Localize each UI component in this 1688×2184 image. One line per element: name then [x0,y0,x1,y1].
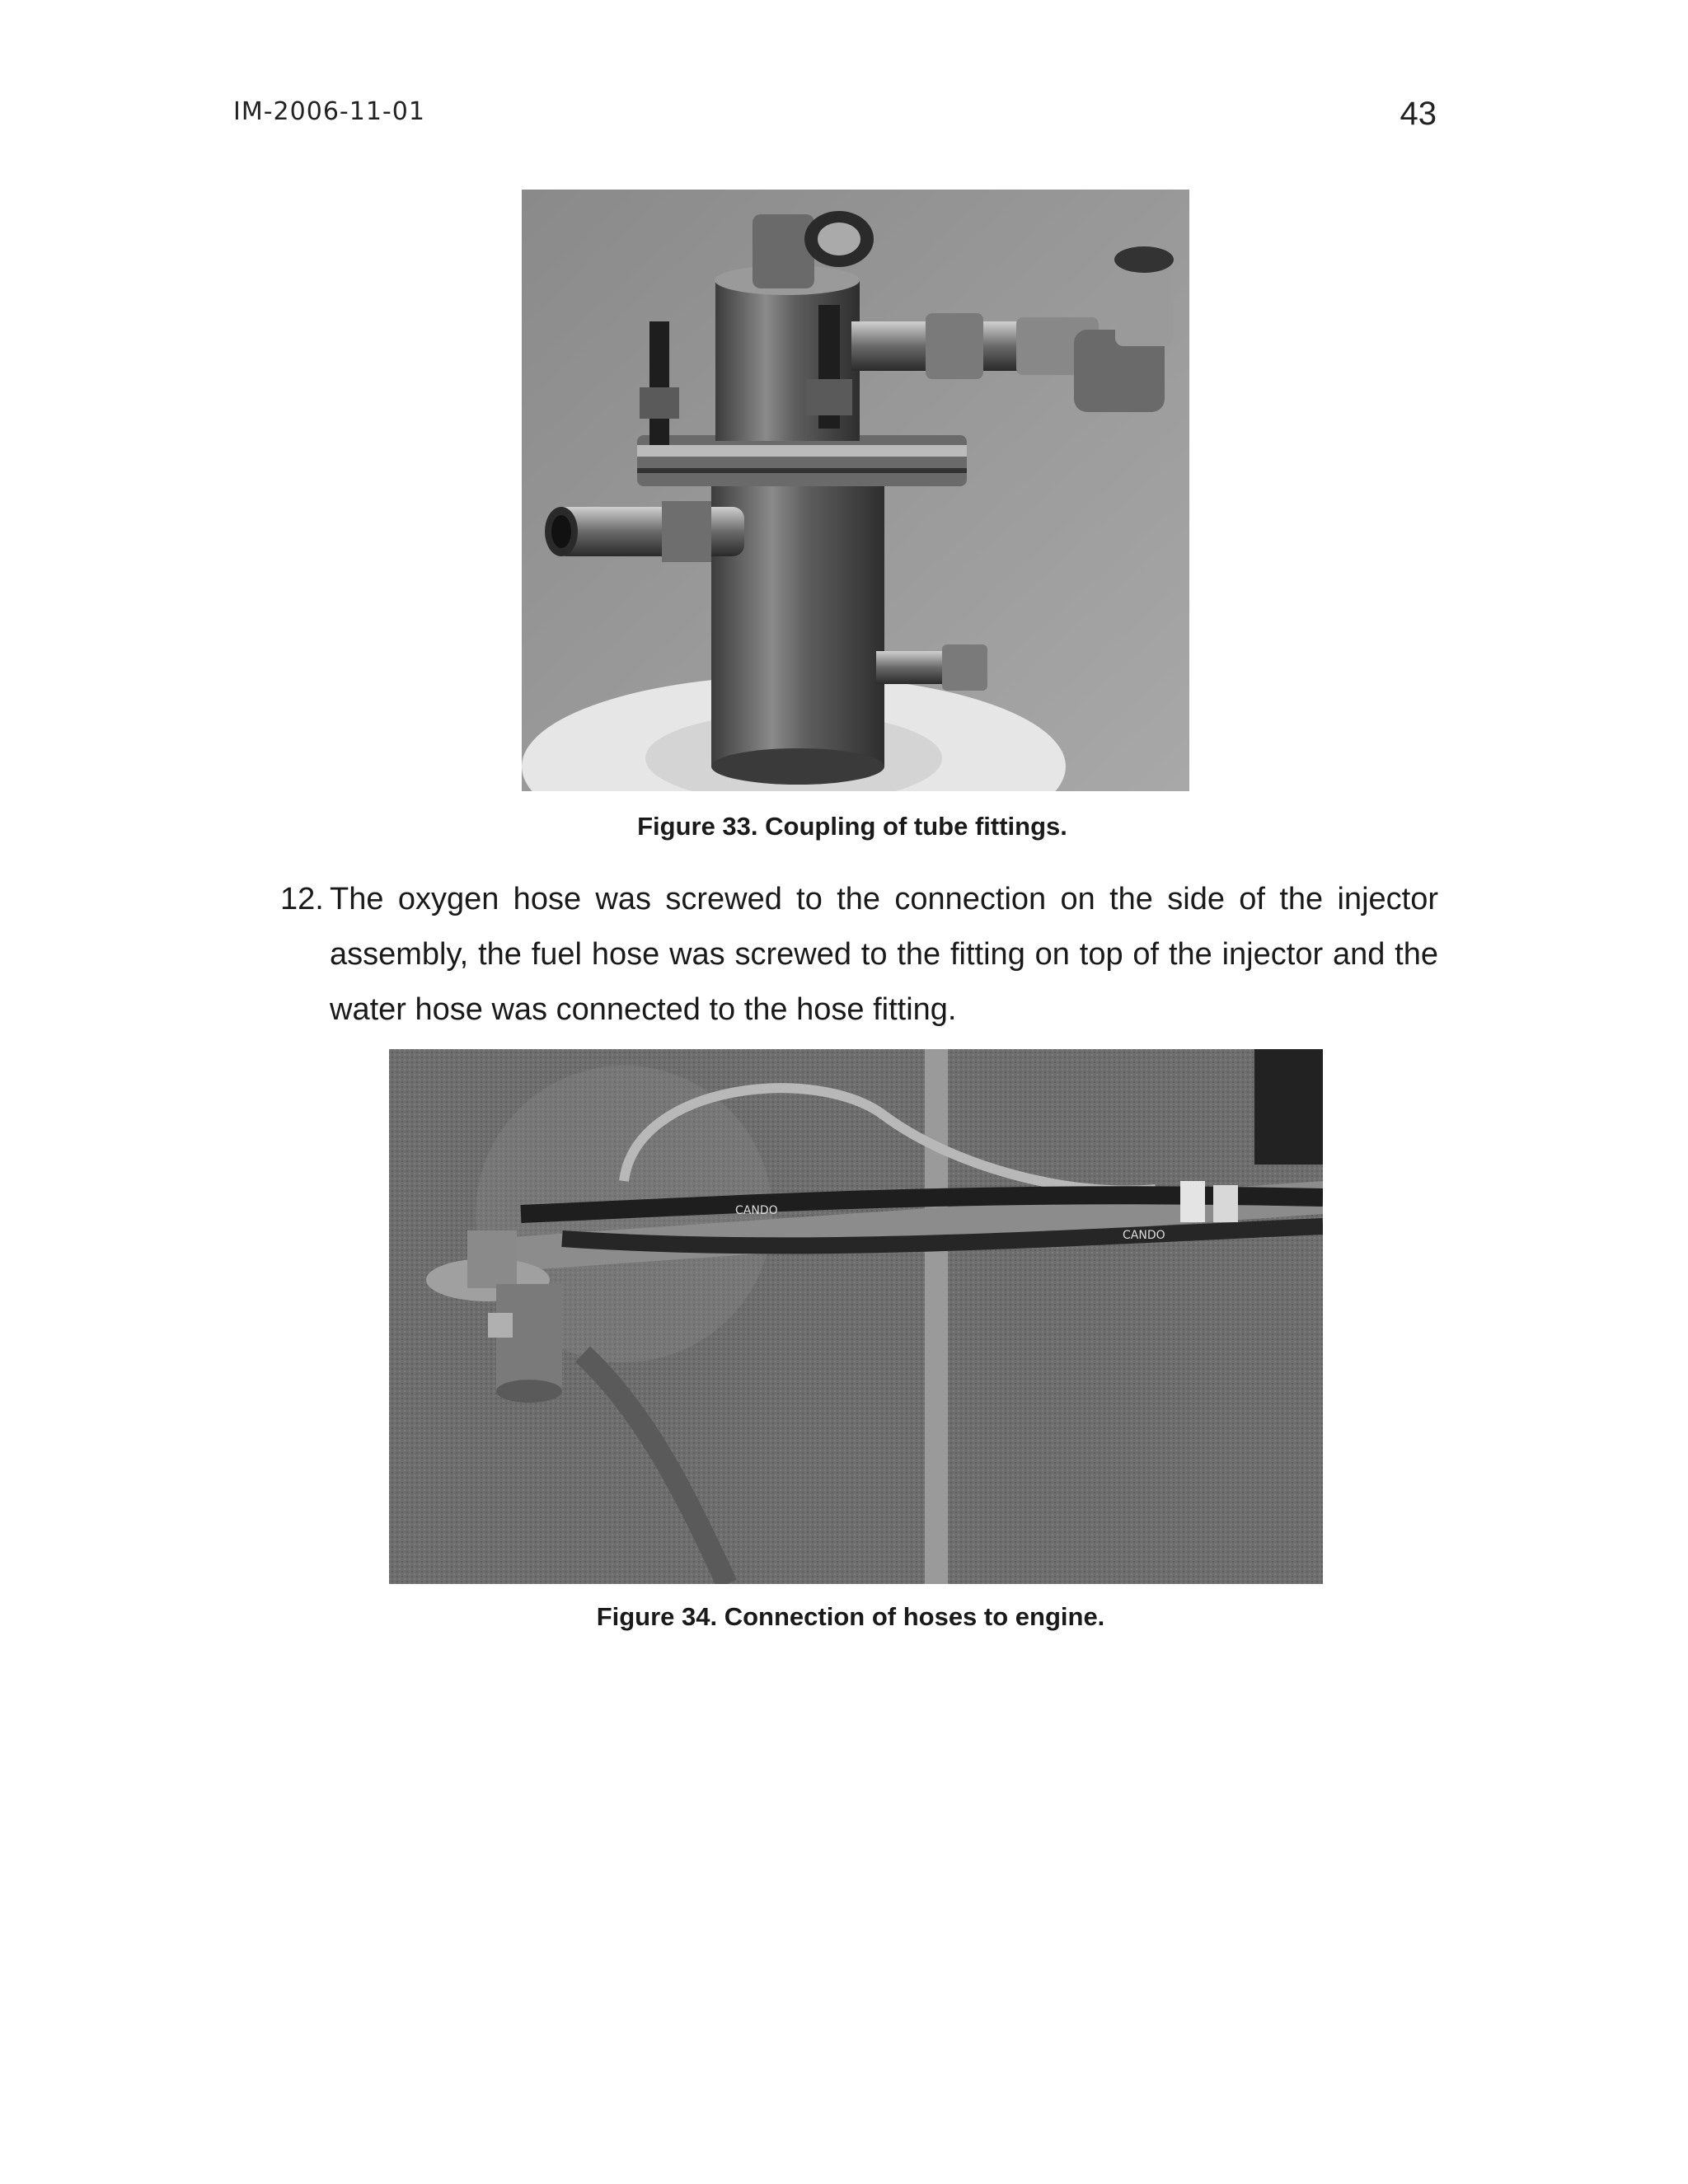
step-text: The oxygen hose was screwed to the connection on the side of the injector assembly, the fuel hose was screwed to the fitting on top of the injector and the water hose was connected to the hose fitting. [330,882,1438,1027]
figure-33-photo [522,190,1189,791]
step-number: 12. [280,882,324,916]
hose-label: CANDO [1123,1229,1165,1242]
figure-34-caption: Figure 34. Connection of hoses to engine. [596,1602,1105,1631]
figure-34-photo [389,1049,1323,1584]
figure-33-caption: Figure 33. Coupling of tube fittings. [637,812,1067,841]
step-12 [280,872,1438,1038]
page-number: 43 [1400,96,1437,132]
hose-label: CANDO [735,1204,778,1217]
doc-id: IM-2006-11-01 [233,97,425,126]
